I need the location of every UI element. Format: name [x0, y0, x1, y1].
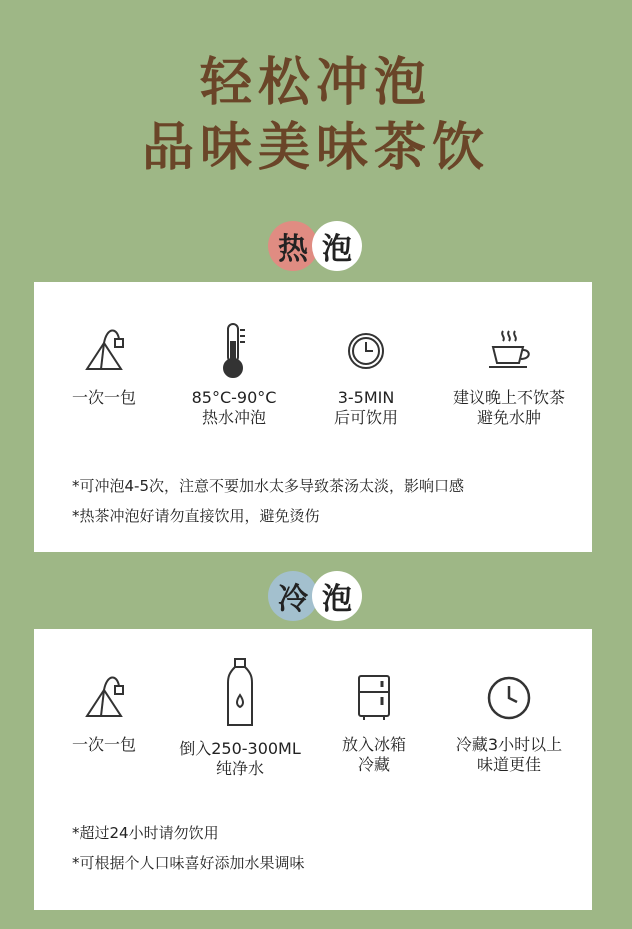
cold-brew-card: [34, 629, 592, 910]
thermometer-icon: [164, 322, 304, 380]
hot-step-2-label: 85°C-90°C 热水冲泡: [191, 388, 277, 427]
title-line-2: 品味美味茶饮: [141, 117, 490, 178]
cold-step-2-label: 倒入250-300ML 纯净水: [179, 739, 301, 778]
hot-badge-char-1: 热: [268, 221, 318, 271]
hot-brew-badge: [268, 221, 362, 275]
cold-step-2: [170, 657, 310, 779]
cold-step-4: [439, 669, 579, 775]
fridge-icon: [304, 669, 444, 727]
hot-badge-char-2: 泡: [312, 221, 362, 271]
hot-step-3: [296, 322, 436, 428]
hot-step-4: [434, 322, 584, 428]
water-bottle-icon: [170, 657, 310, 729]
cold-note-1: *超过24小时请勿饮用: [72, 824, 219, 842]
cold-badge-char-2: 泡: [312, 571, 362, 621]
cold-step-3: [304, 669, 444, 775]
hot-brew-card: [34, 282, 592, 552]
cold-step-3-label: 放入冰箱 冷藏: [341, 735, 406, 774]
tea-cup-icon: [434, 322, 584, 380]
hot-step-1: [34, 322, 174, 408]
hot-note-1: *可冲泡4-5次，注意不要加水太多导致茶汤太淡，影响口感: [72, 477, 465, 495]
clock-icon: [439, 669, 579, 727]
cold-step-1: [34, 669, 174, 755]
cold-note-2: *可根据个人口味喜好添加水果调味: [72, 854, 305, 872]
hot-note-2: *热茶冲泡好请勿直接饮用，避免烫伤: [72, 507, 320, 525]
title-line-1: 轻松冲泡: [199, 52, 432, 113]
cold-step-4-label: 冷藏3小时以上 味道更佳: [455, 735, 563, 774]
tea-bag-icon: [34, 669, 174, 727]
clock-icon: [296, 322, 436, 380]
hot-step-3-label: 3-5MIN 后可饮用: [333, 388, 398, 427]
hot-step-4-label: 建议晚上不饮茶 避免水肿: [452, 388, 565, 427]
cold-badge-char-1: 冷: [268, 571, 318, 621]
hot-step-1-label: 一次一包: [71, 388, 136, 407]
cold-step-1-label: 一次一包: [71, 735, 136, 754]
cold-brew-badge: [268, 571, 362, 625]
tea-bag-icon: [34, 322, 174, 380]
hot-step-2: [164, 322, 304, 428]
